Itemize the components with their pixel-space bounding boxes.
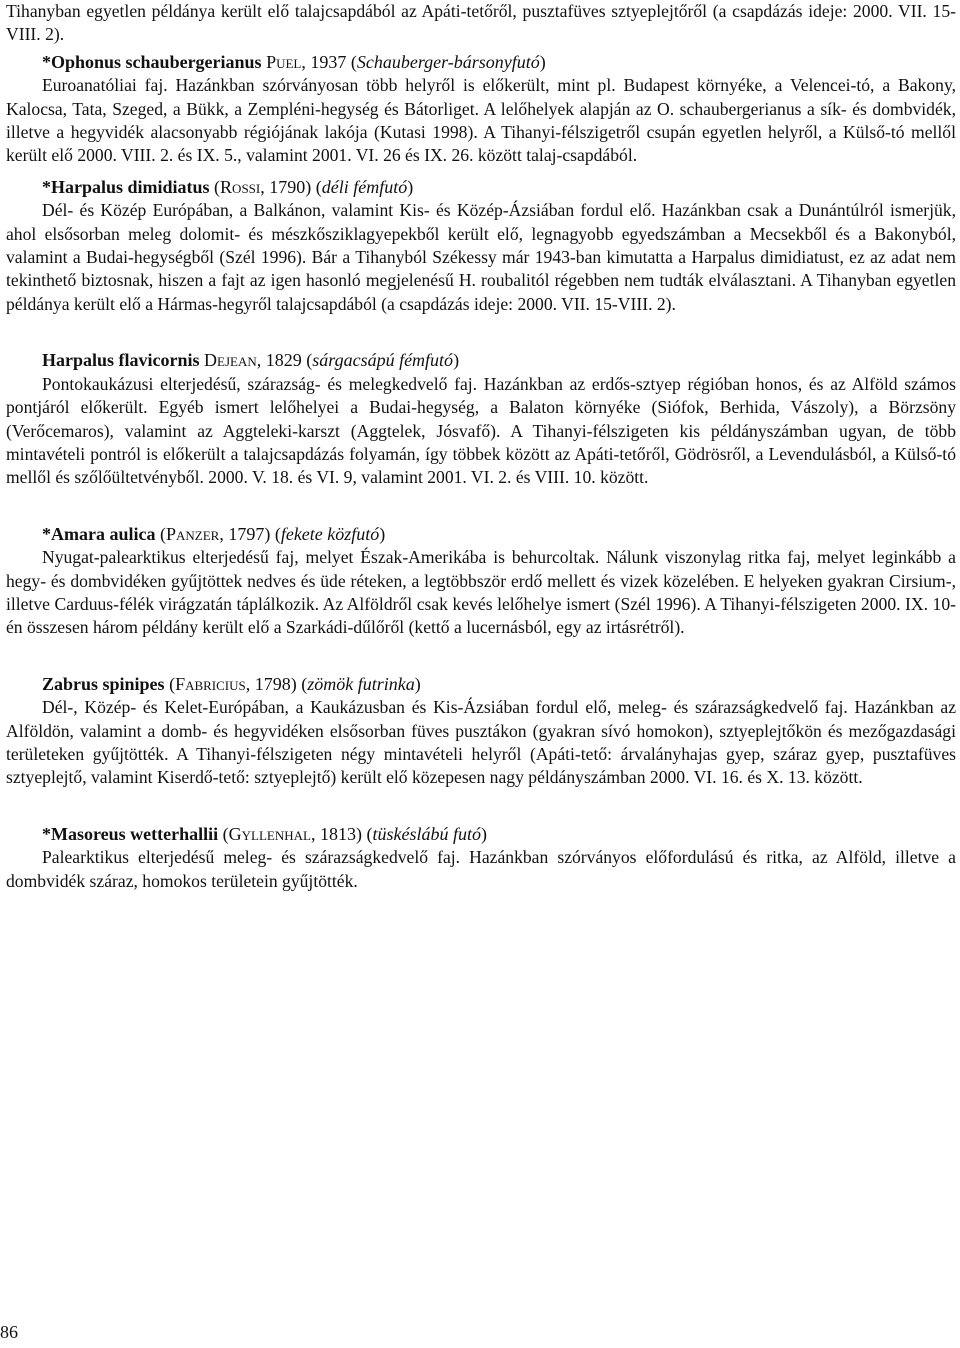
year: , 1790 <box>260 176 306 197</box>
author-name: Dejean <box>204 350 257 371</box>
species-name: *Harpalus dimidiatus <box>42 176 210 197</box>
species-text: Dél-, Közép- és Kelet-Európában, a Kaukázusban és Kis-Ázsiában fordul elő, meleg- és szárazságkedvelő faj. Hazánkban az Alföldön, valamint a domb- és hegyvidéken elsősorban füves pusztákon (gyakran sívó homokon), sztyeplejtőkön és mezőgazdasági területeken gyűjtötték. A Tihanyi-félszigeten négy mintavételi helyről (Apáti-tető: árvalányhajas gyep, száraz gyep, pusztafüves sztyeplejtő, valamint Kiserdő-tető: sztyeplejtő) került elő közepesen nagy példányszámban 2000. VI. 16. és X. 13. között. <box>6 697 956 788</box>
species-name: Zabrus spinipes <box>42 673 165 694</box>
year: , 1937 <box>301 51 347 72</box>
page-body <box>6 0 956 893</box>
species-entry-harpalus-flavicornis <box>6 349 956 489</box>
author-name: Gyllenhal <box>228 823 311 844</box>
species-name: *Ophonus schaubergerianus <box>42 51 262 72</box>
species-entry-amara-aulica <box>6 523 956 640</box>
species-name: *Masoreus wetterhallii <box>42 823 219 844</box>
author-name: Puel <box>266 51 302 72</box>
hungarian-name: fekete közfutó <box>280 523 380 544</box>
species-name: Harpalus flavicornis <box>42 350 200 371</box>
species-text: Euroanatóliai faj. Hazánkban szórványosan több helyről is előkerült, mint pl. Budapest környéke, a Velencei-tó, a Bakony, Kalocsa, Tata, Szeged, a Bükk, a Zempléni-hegység és Bátorliget. A lelőhelyek alapján az O. schaubergerianus a sík- és dombvidék, illetve a hegyvidék alacsonyabb régiójának lakója (Kutasi 1998). A Tihanyi-félszigetről csupán egyetlen helyről, a Külső-tó mellől került elő 2000. VIII. 2. és IX. 5., valamint 2001. VI. 26 és IX. 26. között talaj-csapdából. <box>6 75 956 166</box>
species-text: Palearktikus elterjedésű meleg- és szárazságkedvelő faj. Hazánkban szórványos előfordulású és ritka, az Alföld, illetve a dombvidék száraz, homokos területein gyűjtötték. <box>6 847 956 891</box>
species-text: Dél- és Közép Európában, a Balkánon, valamint Kis- és Közép-Ázsiában fordul elő. Hazánkban csak a Dunántúlról ismerjük, ahol elsősorban meleg dolomit- és mészkősziklagyepekből került elő, legnagyobb egyedszámban a Mecsekből és a Bakonyból, valamint a Budai-hegységből (Szél 1996). Bár a Tihanyból Székessy már 1943-ban kimutatta a Harpalus dimidiatust, ez az adat nem tekinthető biztosnak, hiszen a fajt az igen hasonló megjelenésű H. roubalitól régebben nem tudták elválasztani. A Tihanyban egyetlen példánya került elő a Hármas-hegyről talajcsapdából (a csapdázás ideje: 2000. VII. 15-VIII. 2). <box>6 200 956 314</box>
species-entry-harpalus-dimidiatus <box>6 176 956 316</box>
author-name: Panzer <box>165 523 220 544</box>
species-text: Pontokaukázusi elterjedésű, szárazság- és melegkedvelő faj. Hazánkban az erdős-sztyep régióban honos, és az Alföld számos pontjáról előkerült. Egyéb ismert lelőhelyei a Budai-hegység, a Balaton környéke (Siófok, Berhida, Vászoly), a Börzsöny (Verőcemaros), valamint az Aggteleki-karszt (Aggtelek, Jósvafő). A Tihanyi-félszigeten kis példányszámban ugyan, de több mintavételi pontról is előkerült a talajcsapdázás folyamán, így többek között az Apáti-tetőről, Gödrösről, a Levendulásból, a Külső-tó mellől és szőlőültetvényből. 2000. V. 18. és VI. 9, valamint 2001. VI. 2. és VIII. 10. között. <box>6 373 956 488</box>
year: , 1798 <box>245 673 291 694</box>
intro-paragraph: Tihanyban egyetlen példánya került elő talajcsapdából az Apáti-tetőről, pusztafüves sztyeplejtőről (a csapdázás ideje: 2000. VII. 15-VIII. 2). <box>6 1 956 45</box>
author-name: Fabricius <box>175 673 246 694</box>
species-text: Nyugat-palearktikus elterjedésű faj, melyet Észak-Amerikába is behurcoltak. Nálunk viszonylag ritka faj, melyet leginkább a hegy- és dombvidéken gyűjtöttek nedves és üde réteken, a legtöbbször erdő mellett és vizek közelében. E helyeken gyakran Cirsium-, illetve Carduus-félék virágzatán táplálkozik. Az Alföldről csak kevés lelőhelye ismert (Szél 1996). A Tihanyi-félszigeten 2000. IX. 10-én összesen három példány került elő a Szarkádi-dűlőről (kettő a lucernásból, egy az irtásrétről). <box>6 547 956 638</box>
species-heading: *Amara aulica (Panzer, 1797) (fekete közfutó) <box>42 523 386 544</box>
species-entry-ophonus <box>6 51 956 168</box>
species-heading: *Masoreus wetterhallii (Gyllenhal, 1813) (tüskéslábú futó) <box>42 823 487 844</box>
hungarian-name: déli fémfutó <box>321 176 408 197</box>
page-number: 86 <box>0 1322 18 1342</box>
hungarian-name: sárgacsápú fémfutó <box>312 350 454 371</box>
species-heading: *Ophonus schaubergerianus Puel, 1937 (Schauberger-bársonyfutó) <box>42 51 546 72</box>
hungarian-name: Schauberger-bársonyfutó <box>356 51 540 72</box>
species-entry-masoreus-wetterhallii <box>6 823 956 893</box>
author-name: Rossi <box>220 176 261 197</box>
species-name: *Amara aulica <box>42 523 156 544</box>
year: , 1829 <box>256 350 302 371</box>
year: , 1797 <box>219 523 265 544</box>
species-heading: Harpalus flavicornis Dejean, 1829 (sárgacsápú fémfutó) <box>42 350 460 371</box>
year: , 1813 <box>310 823 356 844</box>
species-heading: Zabrus spinipes (Fabricius, 1798) (zömök futrinka) <box>42 673 421 694</box>
species-heading: *Harpalus dimidiatus (Rossi, 1790) (déli fémfutó) <box>42 176 414 197</box>
species-entry-zabrus-spinipes <box>6 673 956 790</box>
hungarian-name: zömök futrinka <box>307 673 415 694</box>
hungarian-name: tüskéslábú futó <box>372 823 481 844</box>
